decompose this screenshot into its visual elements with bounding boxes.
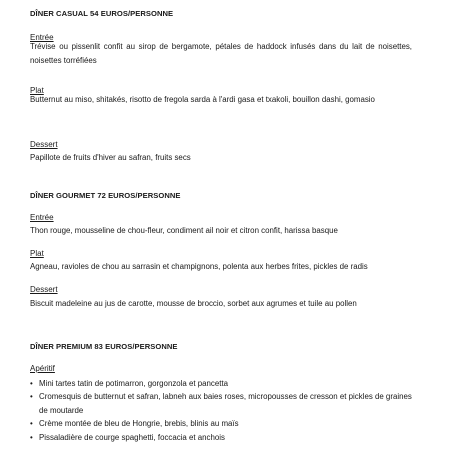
bullet-icon: • xyxy=(30,419,33,429)
course-text-casual-dessert: Papillote de fruits d'hiver au safran, fruits secs xyxy=(30,153,191,162)
course-label-premium-aperitif: Apéritif xyxy=(30,364,55,373)
menu-title-gourmet: DÎNER GOURMET 72 EUROS/PERSONNE xyxy=(30,191,181,200)
list-item-text: Crème montée de bleu de Hongrie, brebis, blinis au maïs xyxy=(39,419,239,429)
course-text-casual-plat: Butternut au miso, shitakés, risotto de fregola sarda à l'ardi gasa et txakoli, bouillon dashi, gomasio xyxy=(30,95,375,104)
list-item-text: Pissaladière de courge spaghetti, foccacia et anchois xyxy=(39,432,225,442)
list-item xyxy=(30,390,415,417)
course-text-gourmet-entree: Thon rouge, mousseline de chou-fleur, condiment ail noir et citron confit, harissa basque xyxy=(30,226,338,235)
menu-title-casual: DÎNER CASUAL 54 EUROS/PERSONNE xyxy=(30,9,174,18)
course-label-casual-entree: Entrée xyxy=(30,33,54,42)
course-text-casual-entree: Trévise ou pissenlit confit au sirop de bergamote, pétales de haddock infusés dans du lait de noisettes, noisettes torréfiées xyxy=(30,42,412,65)
course-label-gourmet-plat: Plat xyxy=(30,249,44,258)
bullet-icon: • xyxy=(30,392,33,402)
course-label-casual-dessert: Dessert xyxy=(30,140,58,149)
bullet-icon: • xyxy=(30,432,33,442)
course-text-gourmet-dessert: Biscuit madeleine au jus de carotte, mousse de broccio, sorbet aux agrumes et tuile au pollen xyxy=(30,299,357,308)
bullet-icon: • xyxy=(30,379,33,388)
course-text-gourmet-plat: Agneau, ravioles de chou au sarrasin et champignons, polenta aux herbes frites, pickles de radis xyxy=(30,262,368,271)
list-item-text: Cromesquis de butternut et safran, labneh aux baies roses, micropousses de cresson et pickles de graines de moutarde xyxy=(39,392,412,415)
list-item-text: Mini tartes tatin de potimarron, gorgonzola et pancetta xyxy=(39,379,229,388)
list-item xyxy=(30,417,415,430)
list-item xyxy=(30,377,415,390)
aperitif-list xyxy=(30,377,415,444)
course-label-gourmet-dessert: Dessert xyxy=(30,285,58,294)
menu-title-premium: DÎNER PREMIUM 83 EUROS/PERSONNE xyxy=(30,342,178,351)
course-label-gourmet-entree: Entrée xyxy=(30,213,54,222)
list-item xyxy=(30,431,415,444)
course-label-casual-plat: Plat xyxy=(30,86,44,95)
